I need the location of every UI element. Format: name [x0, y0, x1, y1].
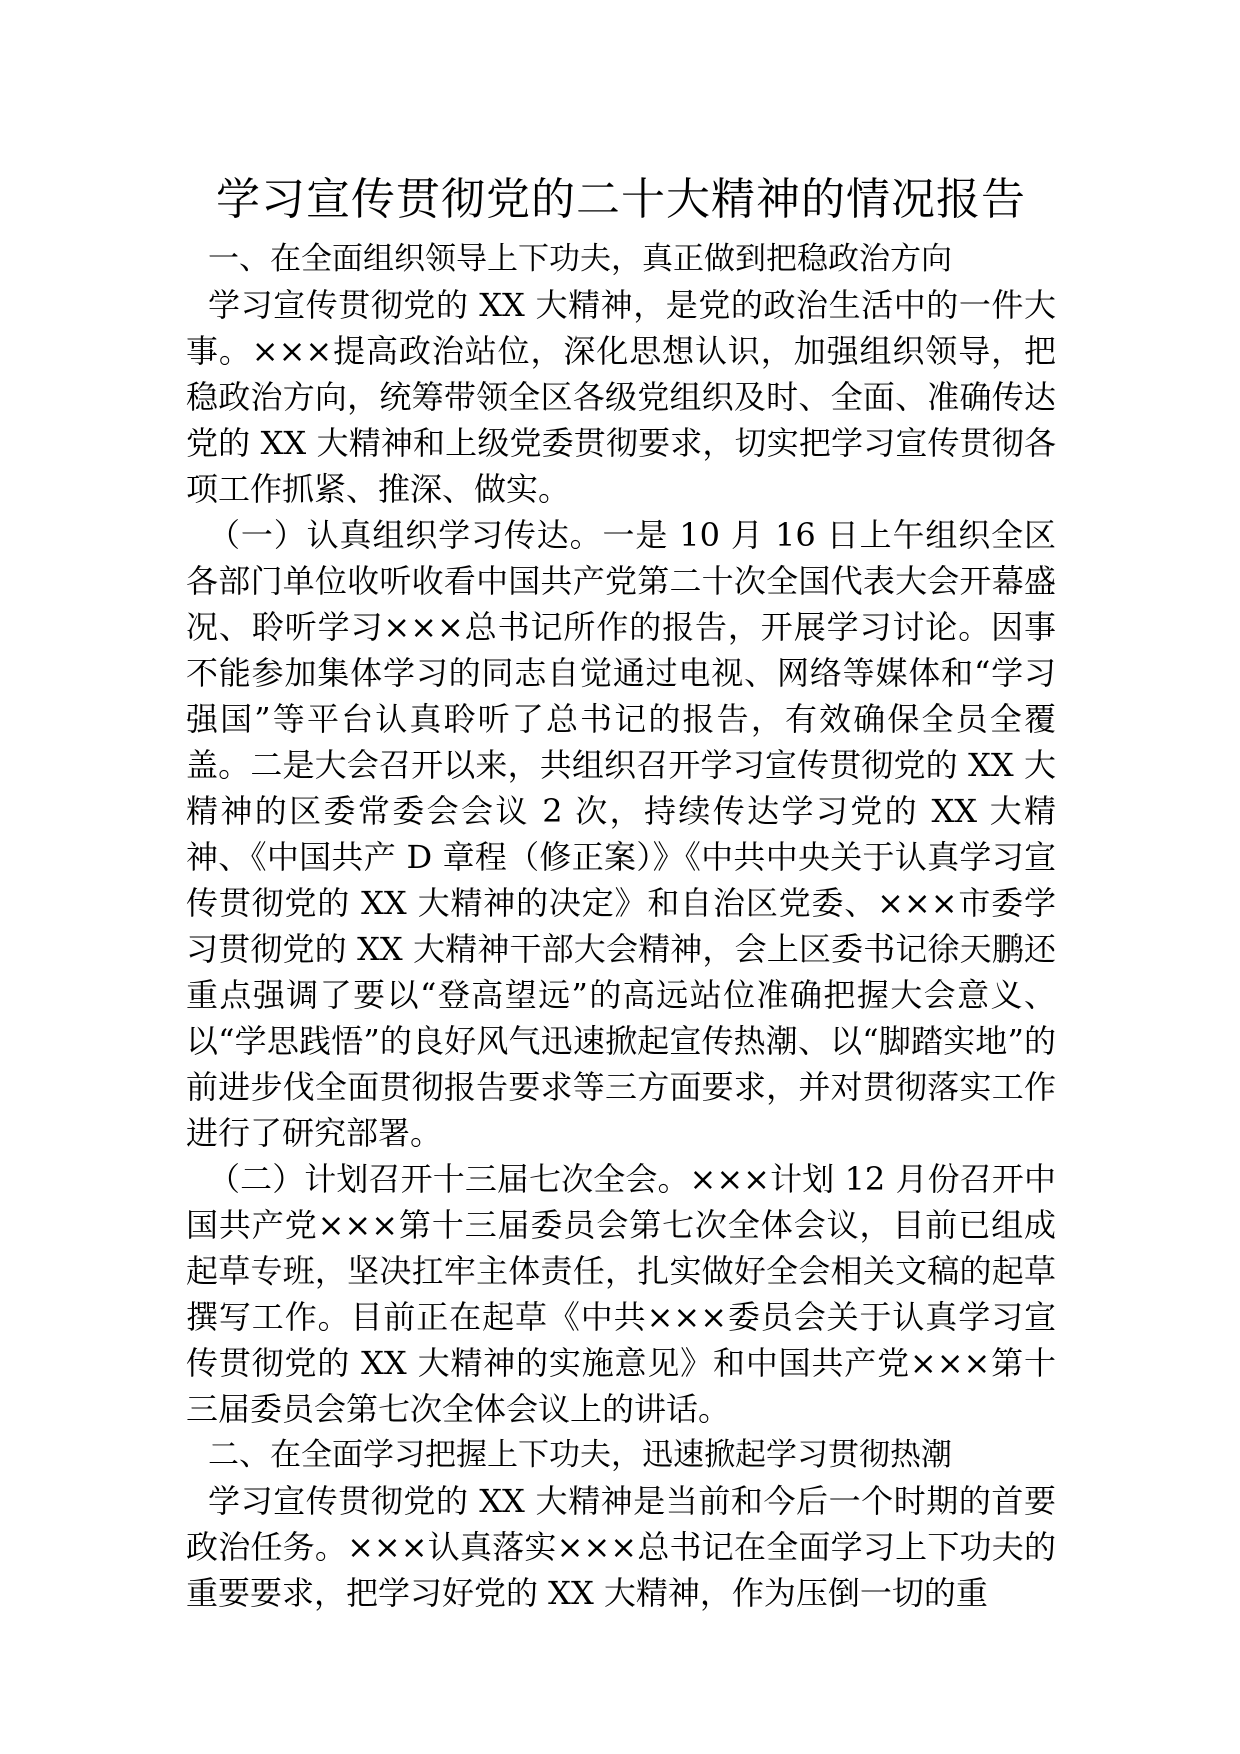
paragraph-2: （一）认真组织学习传达。一是 10 月 16 日上午组织全区各部门单位收听收看中国共产党第二十次全国代表大会开幕盛况、聆听学习×××总书记所作的报告，开展学习讨论。因事不能参加集体学习的同志自觉通过电视、网络等媒体和“学习强国”等平台认真聆听了总书记的报告，有效确保全员全覆盖。二是大会召开以来，共组织召开学习宣传贯彻党的 XX 大精神的区委常委会会议 2 次，持续传达学习党的 XX 大精神、《中国共产 D 章程（修正案）》《中共中央关于认真学习宣传贯彻党的 XX 大精神的决定》和自治区党委、×××市委学习贯彻党的 XX 大精神干部大会精神，会上区委书记徐天鹏还重点强调了要以“登高望远”的高远站位准确把握大会意义、以“学思践悟”的良好风气迅速掀起宣传热潮、以“脚踏实地”的前进步伐全面贯彻报告要求等三方面要求，并对贯彻落实工作进行了研究部署。: [186, 516, 1056, 1152]
paragraph-3: （二）计划召开十三届七次全会。×××计划 12 月份召开中国共产党×××第十三届委员会第七次全体会议，目前已组成起草专班，坚决扛牢主体责任，扎实做好全会相关文稿的起草撰写工作。目前正在起草《中共×××委员会关于认真学习宣传贯彻党的 XX 大精神的实施意见》和中国共产党×××第十三届委员会第七次全体会议上的讲话。: [186, 1160, 1056, 1428]
section-heading-1: 一、在全面组织领导上下功夫，真正做到把稳政治方向: [208, 241, 952, 277]
section-heading-2: 二、在全面学习把握上下功夫，迅速掀起学习贯彻热潮: [208, 1437, 952, 1473]
paragraph-4: 学习宣传贯彻党的 XX 大精神是当前和今后一个时期的首要政治任务。×××认真落实×××总书记在全面学习上下功夫的重要要求，把学习好党的 XX 大精神，作为压倒一切的重: [186, 1482, 1056, 1612]
document-title: 学习宣传贯彻党的二十大精神的情况报告: [216, 174, 1026, 225]
document-body: [186, 170, 1056, 1616]
paragraph-1: 学习宣传贯彻党的 XX 大精神，是党的政治生活中的一件大事。×××提高政治站位，深化思想认识，加强组织领导，把稳政治方向，统筹带领全区各级党组织及时、全面、准确传达党的 XX 大精神和上级党委贯彻要求，切实把学习宣传贯彻各项工作抓紧、推深、做实。: [186, 286, 1056, 508]
